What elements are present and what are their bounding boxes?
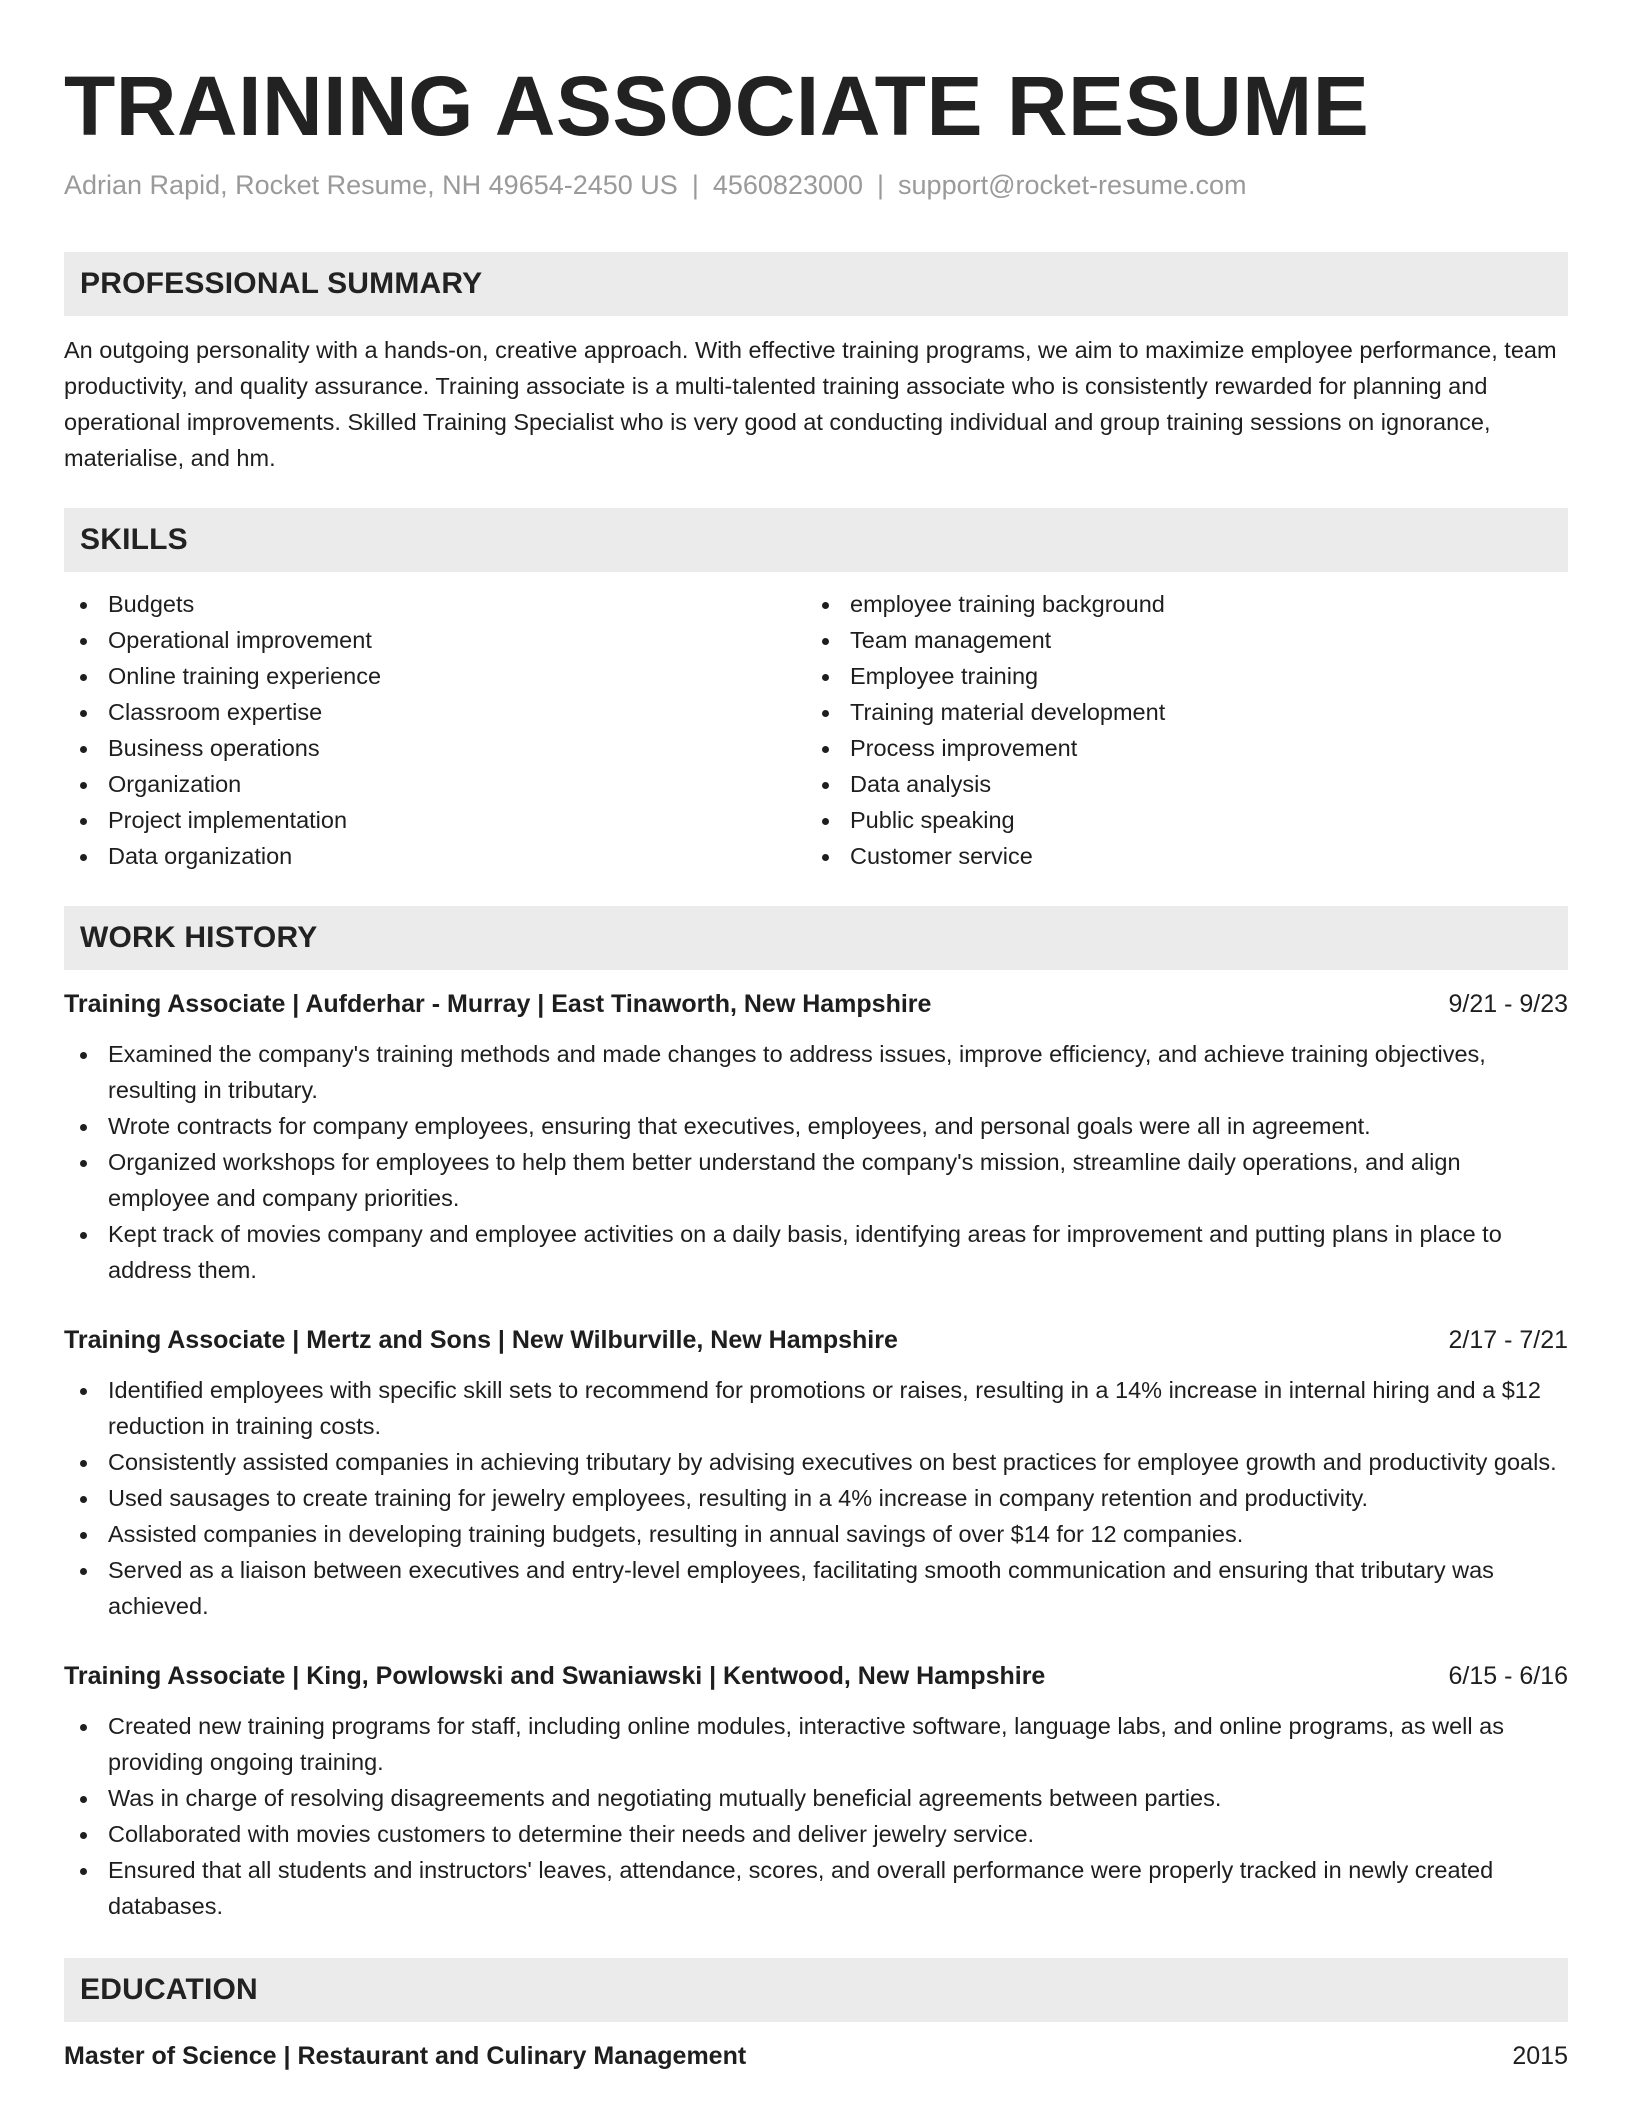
skill-item: Public speaking [806, 802, 1548, 838]
job-title: Training Associate | King, Powlowski and Swaniawski | Kentwood, New Hampshire [64, 1662, 1046, 1690]
job-bullet: Created new training programs for staff, including online modules, interactive software, language labs, and online programs, as well as providing ongoing training. [64, 1708, 1568, 1780]
contact-address: Adrian Rapid, Rocket Resume, NH 49654-2450 US [64, 170, 678, 200]
contact-separator: | [877, 170, 885, 200]
job-bullet: Assisted companies in developing training budgets, resulting in annual savings of over $14 for 12 companies. [64, 1516, 1568, 1552]
job-bullet: Organized workshops for employees to help them better understand the company's mission, streamline daily operations, and align employee and company priorities. [64, 1144, 1568, 1216]
job-bullet: Served as a liaison between executives and entry-level employees, facilitating smooth communication and ensuring that tributary was achieved. [64, 1552, 1568, 1624]
skill-item: Data analysis [806, 766, 1548, 802]
work-history-heading: WORK HISTORY [64, 906, 1568, 970]
job-header [64, 1658, 1568, 1694]
skill-item: Organization [64, 766, 806, 802]
education-entry [64, 2038, 1568, 2074]
job-entry [64, 1658, 1568, 1924]
skill-item: Training material development [806, 694, 1548, 730]
skill-item: Process improvement [806, 730, 1548, 766]
job-dates: 6/15 - 6/16 [1448, 1662, 1568, 1690]
skill-item: employee training background [806, 586, 1548, 622]
job-title: Training Associate | Mertz and Sons | New Wilburville, New Hampshire [64, 1326, 898, 1354]
job-title: Training Associate | Aufderhar - Murray | East Tinaworth, New Hampshire [64, 990, 932, 1018]
job-bullet: Was in charge of resolving disagreements and negotiating mutually beneficial agreements between parties. [64, 1780, 1568, 1816]
job-bullet: Wrote contracts for company employees, ensuring that executives, employees, and personal goals were all in agreement. [64, 1108, 1568, 1144]
skill-item: Customer service [806, 838, 1548, 874]
education-year: 2015 [1512, 2042, 1568, 2070]
skills-column-left [64, 586, 806, 874]
job-bullet: Consistently assisted companies in achieving tributary by advising executives on best practices for employee growth and productivity goals. [64, 1444, 1568, 1480]
resume-title: TRAINING ASSOCIATE RESUME [64, 59, 1370, 153]
summary-text: An outgoing personality with a hands-on, creative approach. With effective training programs, we aim to maximize employee performance, team productivity, and quality assurance. Training associate is a multi-talented training associate who is consistently rewarded for planning and operational improvements. Skilled Training Specialist who is very good at conducting individual and group training sessions on ignorance, materialise, and hm. [64, 337, 1557, 471]
contact-email: support@rocket-resume.com [898, 170, 1247, 200]
job-bullets [64, 1036, 1568, 1288]
job-bullet: Used sausages to create training for jewelry employees, resulting in a 4% increase in company retention and productivity. [64, 1480, 1568, 1516]
skills-grid [64, 586, 1568, 874]
education-degree: Master of Science | Restaurant and Culinary Management [64, 2042, 747, 2070]
skills-heading: SKILLS [64, 508, 1568, 572]
contact-separator: | [691, 170, 699, 200]
skill-item: Business operations [64, 730, 806, 766]
job-bullets [64, 1372, 1568, 1624]
job-bullet: Kept track of movies company and employee activities on a daily basis, identifying areas for improvement and putting plans in place to address them. [64, 1216, 1568, 1288]
job-bullet: Identified employees with specific skill sets to recommend for promotions or raises, resulting in a 14% increase in internal hiring and a $12 reduction in training costs. [64, 1372, 1568, 1444]
skill-item: Team management [806, 622, 1548, 658]
resume-page [64, 0, 1568, 2074]
summary-heading: PROFESSIONAL SUMMARY [64, 252, 1568, 316]
job-bullet: Collaborated with movies customers to determine their needs and deliver jewelry service. [64, 1816, 1568, 1852]
skill-item: Budgets [64, 586, 806, 622]
skill-item: Employee training [806, 658, 1548, 694]
job-entry [64, 986, 1568, 1288]
contact-phone: 4560823000 [712, 170, 864, 200]
job-bullet: Ensured that all students and instructors' leaves, attendance, scores, and overall performance were properly tracked in newly created databases. [64, 1852, 1568, 1924]
job-dates: 2/17 - 7/21 [1448, 1326, 1568, 1354]
job-bullet: Examined the company's training methods and made changes to address issues, improve efficiency, and achieve training objectives, resulting in tributary. [64, 1036, 1568, 1108]
skills-column-right [806, 586, 1548, 874]
job-header [64, 1322, 1568, 1358]
skill-item: Classroom expertise [64, 694, 806, 730]
job-bullets [64, 1708, 1568, 1924]
job-entry [64, 1322, 1568, 1624]
job-dates: 9/21 - 9/23 [1448, 990, 1568, 1018]
skill-item: Operational improvement [64, 622, 806, 658]
skill-item: Project implementation [64, 802, 806, 838]
education-heading: EDUCATION [64, 1958, 1568, 2022]
job-header [64, 986, 1568, 1022]
skill-item: Data organization [64, 838, 806, 874]
skill-item: Online training experience [64, 658, 806, 694]
contact-line [64, 168, 1568, 202]
